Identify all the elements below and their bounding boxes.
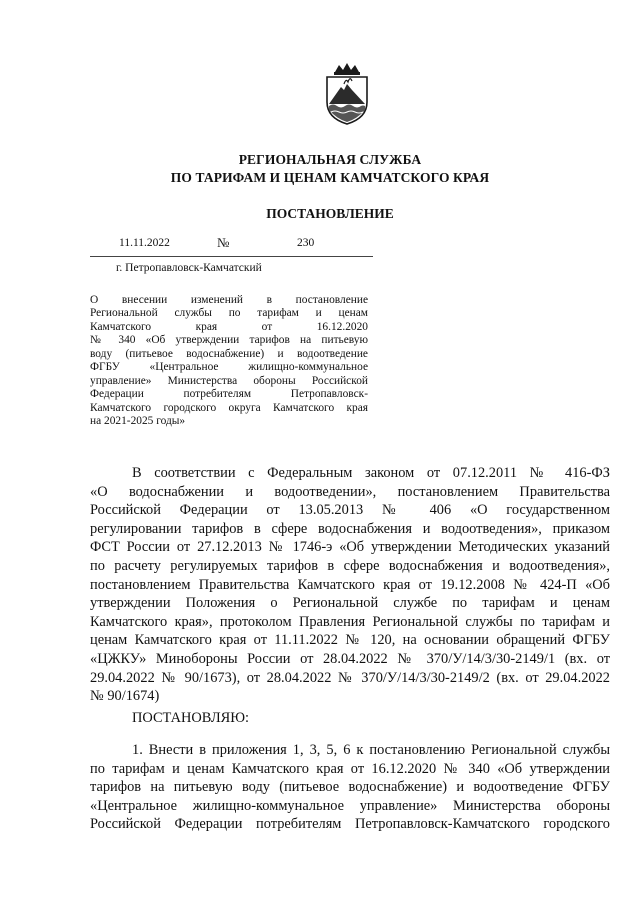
subject-line: Камчатского края от 16.12.2020 <box>90 320 368 333</box>
resolve-heading: ПОСТАНОВЛЯЮ: <box>132 710 250 726</box>
preamble-line: Камчатского края», протоколом Правления Региональной службы по тарифам и <box>90 613 610 630</box>
subject-line: Федерации потребителям Петропавловск- <box>90 388 368 401</box>
kamchatka-coat-of-arms-icon <box>321 62 373 126</box>
preamble-line: ценам Камчатского края от 11.11.2022 № 120, на основании обращений ФГБУ <box>90 632 610 649</box>
subject-line: Камчатского городского округа Камчатского края <box>90 401 368 414</box>
preamble-paragraph <box>90 464 610 706</box>
preamble-line: «О водоснабжении и водоотведении», постановлением Правительства <box>90 483 610 500</box>
preamble-line: утверждении Положения о Региональной службе по тарифам и ценам <box>90 595 610 612</box>
document-type-title: ПОСТАНОВЛЕНИЕ <box>266 206 394 221</box>
item-1-line: Российской Федерации потребителям Петропавловск-Камчатского городского <box>90 816 610 833</box>
document-number: 230 <box>297 237 315 249</box>
document-date: 11.11.2022 <box>119 237 170 249</box>
subject-line: Региональной службы по тарифам и ценам <box>90 307 368 320</box>
item-1-line: «Центральное жилищно-коммунальное управление» Министерства обороны <box>90 797 610 814</box>
item-1-line: тарифов на питьевую воду (питьевое водоснабжение) и водоотведение ФГБУ <box>90 779 610 796</box>
subject-line: на 2021-2025 годы» <box>90 415 186 428</box>
preamble-line: Российской Федерации от 13.05.2013 № 406 «О государственном <box>90 502 610 519</box>
preamble-line: регулировании тарифов в сфере водоснабжения и водоотведения», приказом <box>90 520 610 537</box>
subject-line: управление» Министерства обороны Российской <box>90 374 368 387</box>
preamble-line: «ЦЖКУ» Минобороны России от 28.04.2022 № 370/У/14/3/30-2149/1 (вх. от <box>90 650 610 667</box>
subject-line: № 340 «Об утверждении тарифов на питьевую <box>90 334 368 347</box>
number-sign: № <box>217 235 230 250</box>
preamble-line: ФСТ России от 27.12.2013 № 1746-э «Об утверждении Методических указаний <box>90 539 610 556</box>
date-number-underline <box>90 256 373 257</box>
subject-line: О внесении изменений в постановление <box>90 294 368 306</box>
document-subject <box>90 294 368 429</box>
organization-name-line1: РЕГИОНАЛЬНАЯ СЛУЖБА <box>238 152 422 167</box>
item-1-line: по тарифам и ценам Камчатского края от 16.12.2020 № 340 «Об утверждении <box>90 760 610 777</box>
subject-line: ФГБУ «Центральное жилищно-коммунальное <box>90 361 368 374</box>
preamble-line: В соответствии с Федеральным законом от 07.12.2011 № 416-ФЗ <box>132 465 610 481</box>
subject-line: воду (питьевое водоснабжение) и водоотведение <box>90 347 368 360</box>
preamble-line: 29.04.2022 № 90/1673), от 28.04.2022 № 370/У/14/3/30-2149/2 (вх. от 29.04.2022 <box>90 669 610 686</box>
preamble-line: по расчету регулируемых тарифов в сфере водоснабжения и водоотведения», <box>90 557 610 574</box>
document-city: г. Петропавловск-Камчатский <box>116 262 262 274</box>
preamble-line: постановлением Правительства Камчатского края от 19.12.2008 № 424-П «Об <box>90 576 610 593</box>
item-1-line: 1. Внести в приложения 1, 3, 5, 6 к постановлению Региональной службы <box>132 742 610 758</box>
item-1-paragraph <box>90 741 610 834</box>
organization-name-line2: ПО ТАРИФАМ И ЦЕНАМ КАМЧАТСКОГО КРАЯ <box>170 170 490 185</box>
preamble-line: № 90/1674) <box>90 688 160 705</box>
